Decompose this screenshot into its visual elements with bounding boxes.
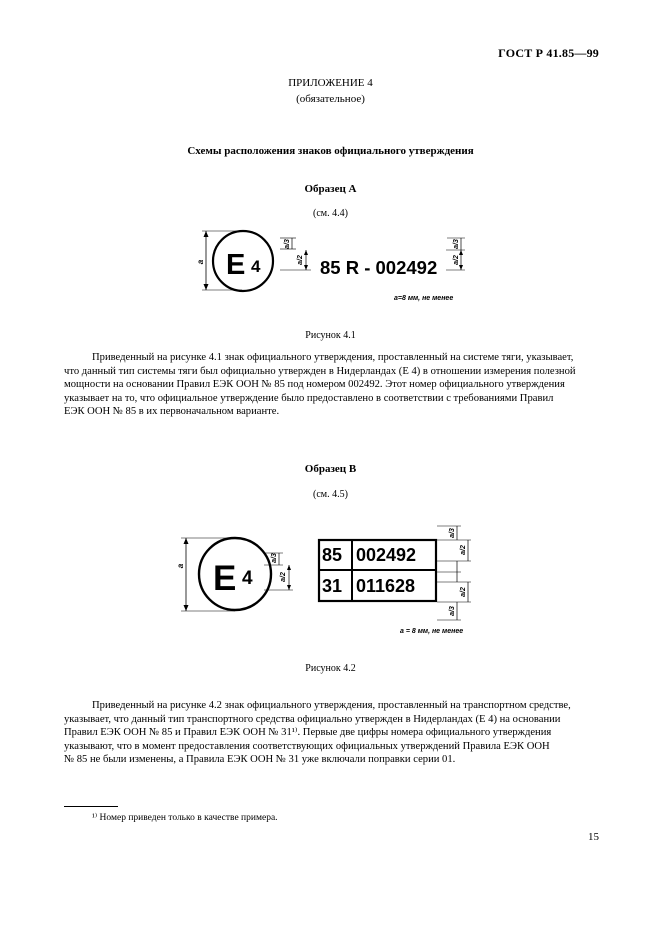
mark-letter: E: [213, 559, 237, 598]
dim-a2-label: a/2: [460, 545, 467, 555]
dim-a3-label: a/3: [284, 239, 291, 249]
paragraph-b-line: Правил ЕЭК ООН № 85 и Правил ЕЭК ООН № 31¹⁾. Первые две цифры номера официального утверждения: [64, 727, 552, 738]
dim-a3-label: a/3: [271, 553, 278, 563]
appendix-status: (обязательное): [296, 93, 365, 105]
figure-4-2: [175, 516, 485, 641]
dim-a-label: a: [196, 259, 205, 265]
paragraph-a-line: указывает на то, что официальное утверждение было предоставлено в соответствии с требованиями Правил: [64, 392, 554, 404]
dim-a2-label: a/2: [280, 572, 287, 582]
page-number: 15: [588, 831, 599, 843]
dim-a-label: a: [176, 563, 185, 569]
dim-a2-label: a/2: [460, 587, 467, 597]
paragraph-a-line: мощности на основании Правил ЕЭК ООН № 85 под номером 002492. Этот номер официального утверждения: [64, 379, 565, 390]
row2-number: 011628: [356, 576, 416, 596]
paragraph-b-line: № 85 не были изменены, а Правила ЕЭК ООН № 31 уже включали поправки серии 01.: [64, 754, 456, 765]
mark-letter: E: [226, 249, 246, 281]
sample-b-note: a = 8 мм, не менее: [400, 628, 464, 635]
approval-number: 85 R - 002492: [320, 257, 438, 278]
footnote: ¹⁾ Номер приведен только в качестве примера.: [92, 813, 278, 823]
paragraph-a-line: Приведенный на рисунке 4.1 знак официального утверждения, проставленный на системе тяги, указывает,: [92, 352, 574, 363]
dim-a3-label: a/3: [449, 528, 456, 538]
paragraph-b-line: указывают, что в момент предоставления соответствующих официальных утверждений Правила ЕЭК ООН: [64, 740, 550, 752]
row2-reg: 31: [322, 576, 343, 596]
row1-reg: 85: [322, 545, 343, 565]
standard-header: ГОСТ Р 41.85—99: [498, 46, 599, 60]
sample-a-title: Образец А: [304, 183, 357, 195]
paragraph-b-line: указывает, что данный тип транспортного средства официально утвержден в Нидерландах (Е 4) на основании: [64, 713, 561, 725]
paragraph-b-line: Приведенный на рисунке 4.2 знак официального утверждения, проставленный на транспортном средстве,: [92, 700, 571, 711]
mark-country: 4: [251, 257, 261, 276]
figure-4-1: [180, 226, 480, 310]
dim-a3-label: a/3: [449, 606, 456, 616]
section-title: Схемы расположения знаков официального утверждения: [187, 145, 474, 157]
sample-b-title: Образец В: [304, 463, 357, 475]
caption-4-2: Рисунок 4.2: [305, 663, 356, 674]
paragraph-b: [64, 699, 598, 767]
footnote-divider: [64, 806, 118, 807]
dim-a3-right-label: a/3: [453, 239, 460, 249]
sample-a-note: a=8 мм, не менее: [394, 295, 454, 302]
dim-a2-label: a/2: [297, 255, 304, 265]
paragraph-a-line: ЕЭК ООН № 85 в их первоначальном варианте.: [64, 406, 280, 417]
sample-a-ref: (см. 4.4): [313, 208, 348, 219]
appendix-title: ПРИЛОЖЕНИЕ 4: [288, 77, 373, 89]
caption-4-1: Рисунок 4.1: [305, 330, 356, 341]
sample-b-ref: (см. 4.5): [313, 489, 348, 500]
paragraph-a-line: что данный тип системы тяги был официально утвержден в Нидерландах (Е 4) в отношении измерения полезной: [64, 365, 576, 377]
dim-a2-right-label: a/2: [453, 255, 460, 265]
mark-country: 4: [242, 568, 253, 589]
row1-number: 002492: [356, 545, 417, 565]
paragraph-a: [64, 351, 598, 419]
